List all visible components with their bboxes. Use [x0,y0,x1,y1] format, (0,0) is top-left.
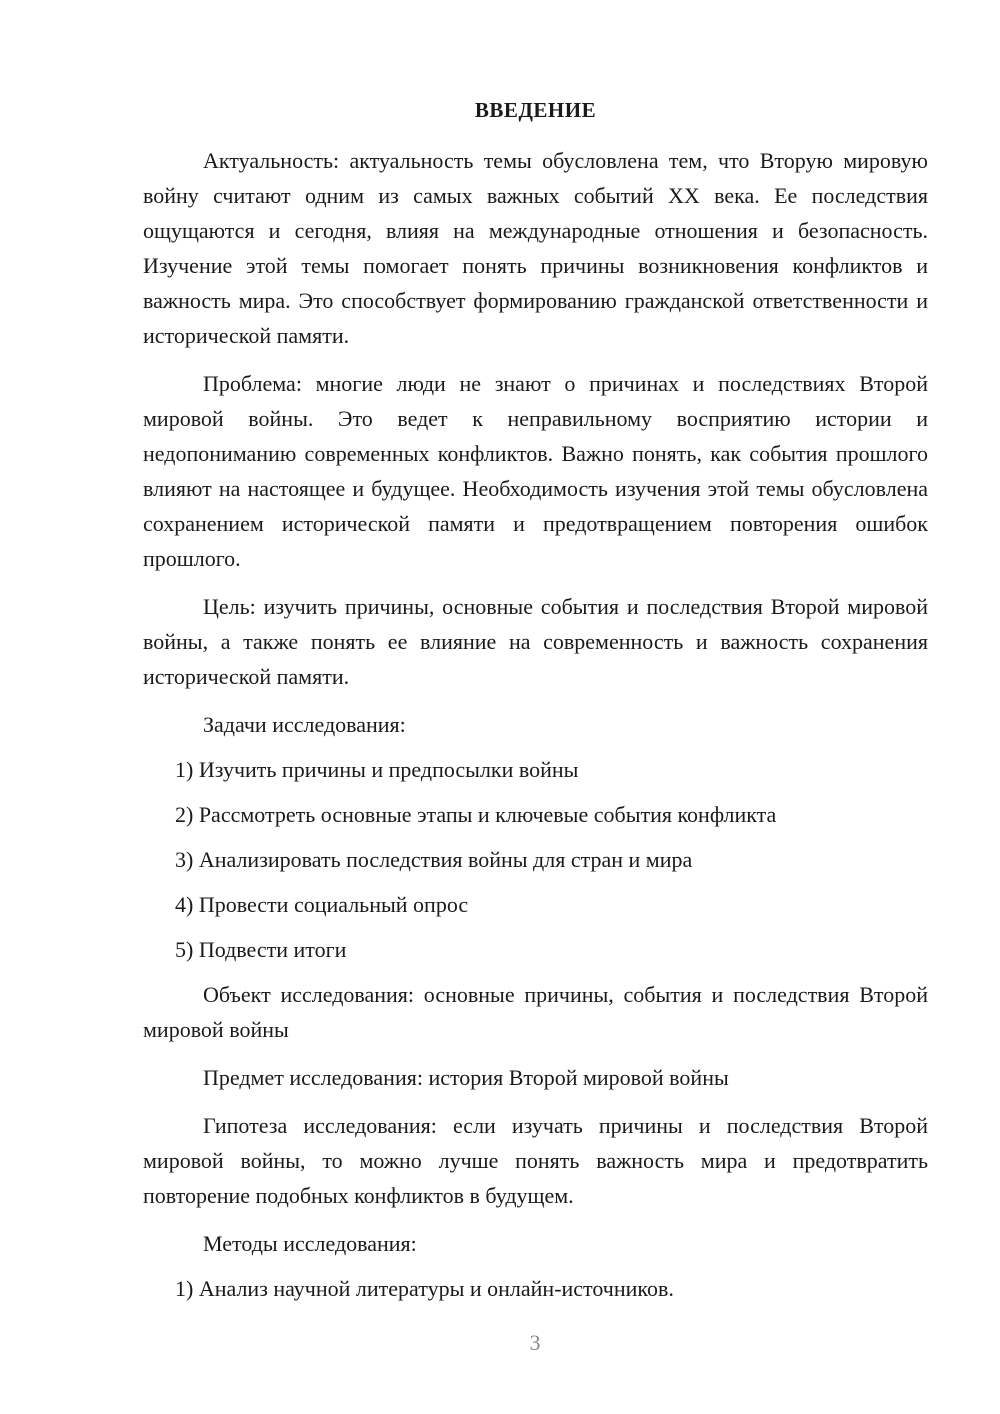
hypothesis-paragraph: Гипотеза исследования: если изучать причины и последствия Второй мировой войны, то можно лучше понять важность мира и предотвратить повторение подобных конфликтов в будущем. [143,1113,928,1208]
object-paragraph: Объект исследования: основные причины, события и последствия Второй мировой войны [143,982,928,1042]
page-number: 3 [529,1330,541,1355]
method-item: 1) Анализ научной литературы и онлайн-источников. [175,1276,674,1301]
methods-list [143,1271,928,1306]
page-title: ВВЕДЕНИЕ [474,98,597,122]
task-item: 3) Анализировать последствия войны для стран и мира [175,847,693,872]
methods-label: Методы исследования: [203,1231,417,1256]
subject-paragraph: Предмет исследования: история Второй мировой войны [203,1065,729,1090]
tasks-label: Задачи исследования: [203,712,406,737]
relevance-paragraph: Актуальность: актуальность темы обусловлена тем, что Вторую мировую войну считают одним из самых важных событий XX века. Ее последствия ощущаются и сегодня, влияя на международные отношения и безопасность. Изучение этой темы помогает понять причины возникновения конфликтов и важность мира. Это способствует формированию гражданской ответственности и исторической памяти. [143,148,928,348]
tasks-list [143,752,928,967]
task-item: 1) Изучить причины и предпосылки войны [175,757,579,782]
task-item: 4) Провести социальный опрос [175,892,469,917]
task-item: 2) Рассмотреть основные этапы и ключевые события конфликта [175,802,777,827]
task-item: 5) Подвести итоги [175,937,347,962]
document-page [143,95,928,1316]
goal-paragraph: Цель: изучить причины, основные события и последствия Второй мировой войны, а также понять ее влияние на современность и важность сохранения исторической памяти. [143,594,928,689]
problem-paragraph: Проблема: многие люди не знают о причинах и последствиях Второй мировой войны. Это ведет к неправильному восприятию истории и недопониманию современных конфликтов. Важно понять, как события прошлого влияют на настоящее и будущее. Необходимость изучения этой темы обусловлена сохранением исторической памяти и предотвращением повторения ошибок прошлого. [143,371,928,571]
